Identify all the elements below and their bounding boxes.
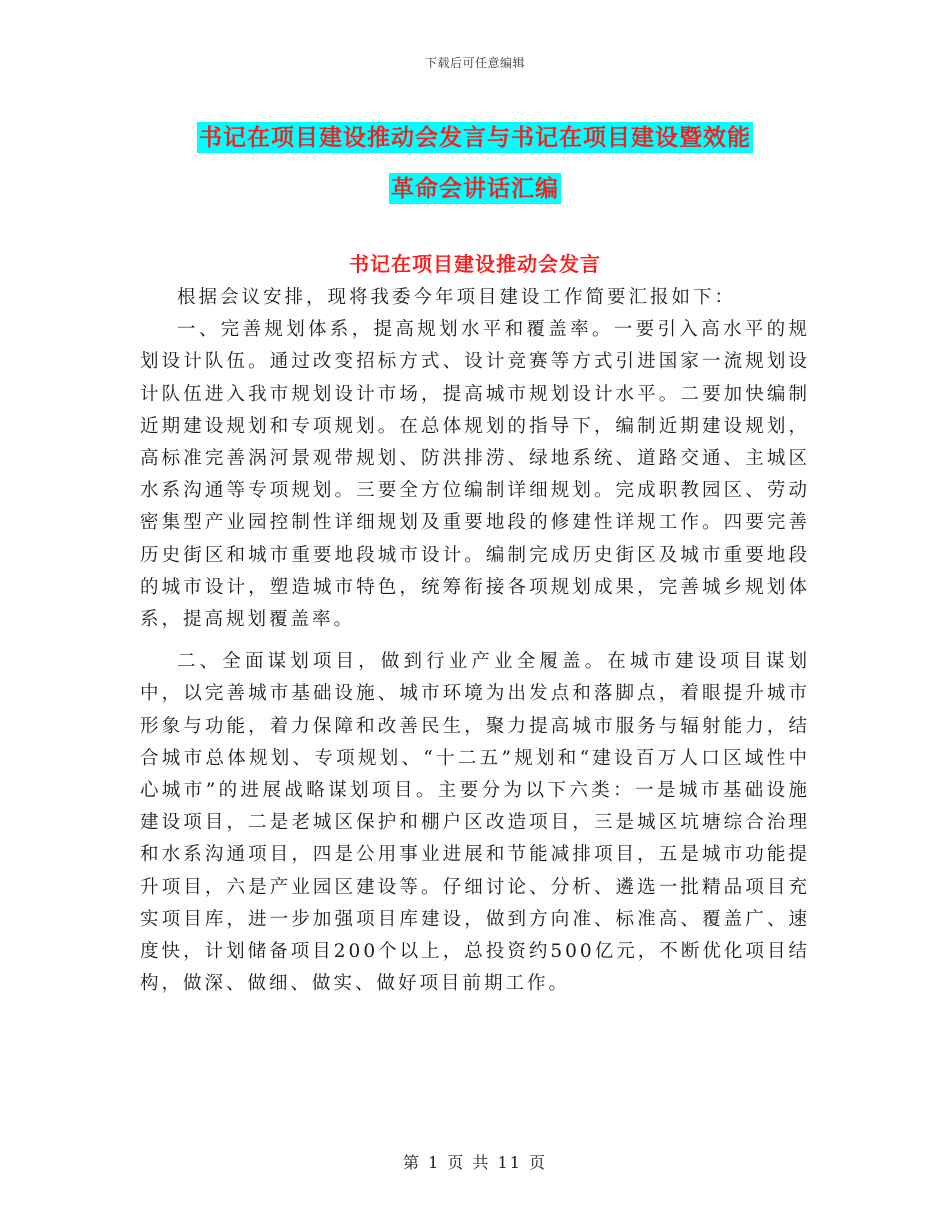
title-line-2: 革命会讲话汇编 — [391, 175, 559, 202]
download-note: 下载后可任意编辑 — [424, 56, 525, 70]
title-line-1: 书记在项目建设推动会发言与书记在项目建设暨效能 — [199, 124, 751, 151]
document-title — [150, 112, 800, 214]
page-number: 第 1 页 共 11 页 — [403, 1153, 547, 1172]
paragraph-intro: 根据会议安排，现将我委今年项目建设工作简要汇报如下： — [177, 287, 737, 308]
paragraph-planning: 一、完善规划体系，提高规划水平和覆盖率。一要引入高水平的规划设计队伍。通过改变招标方式、设计竞赛等方式引进国家一流规划设计队伍进入我市规划设计市场，提高城市规划设计水平。二要加快编制近期建设规划和专项规划。在总体规划的指导下，编制近期建设规划，高标准完善涡河景观带规划、防洪排涝、绿地系统、道路交通、主城区水系沟通等专项规划。三要全方位编制详细规划。完成职教园区、劳动密集型产业园控制性详细规划及重要地段的修建性详规工作。四要完善历史街区和城市重要地段城市设计。编制完成历史街区及城市重要地段的城市设计，塑造城市特色，统筹衔接各项规划成果，完善城乡规划体系，提高规划覆盖率。 — [140, 319, 810, 631]
document-body — [140, 282, 810, 1000]
paragraph-projects: 二、全面谋划项目，做到行业产业全履盖。在城市建设项目谋划中，以完善城市基础设施、城市环境为出发点和落脚点，着眼提升城市形象与功能，着力保障和改善民生，聚力提高城市服务与辐射能力，结合城市总体规划、专项规划、“十二五”规划和“建设百万人口区域性中心城市”的进展战略谋划项目。主要分为以下六类：一是城市基础设施建设项目，二是老城区保护和棚户区改造项目，三是城区坑塘综合治理和水系沟通项目，四是公用事业进展和节能减排项目，五是城市功能提升项目，六是产业园区建设等。仔细讨论、分析、遴选一批精品项目充实项目库，进一步加强项目库建设，做到方向准、标准高、覆盖广、速度快，计划储备项目200个以上，总投资约500亿元，不断优化项目结构，做深、做细、做实、做好项目前期工作。 — [140, 651, 810, 995]
section-title: 书记在项目建设推动会发言 — [349, 252, 601, 276]
